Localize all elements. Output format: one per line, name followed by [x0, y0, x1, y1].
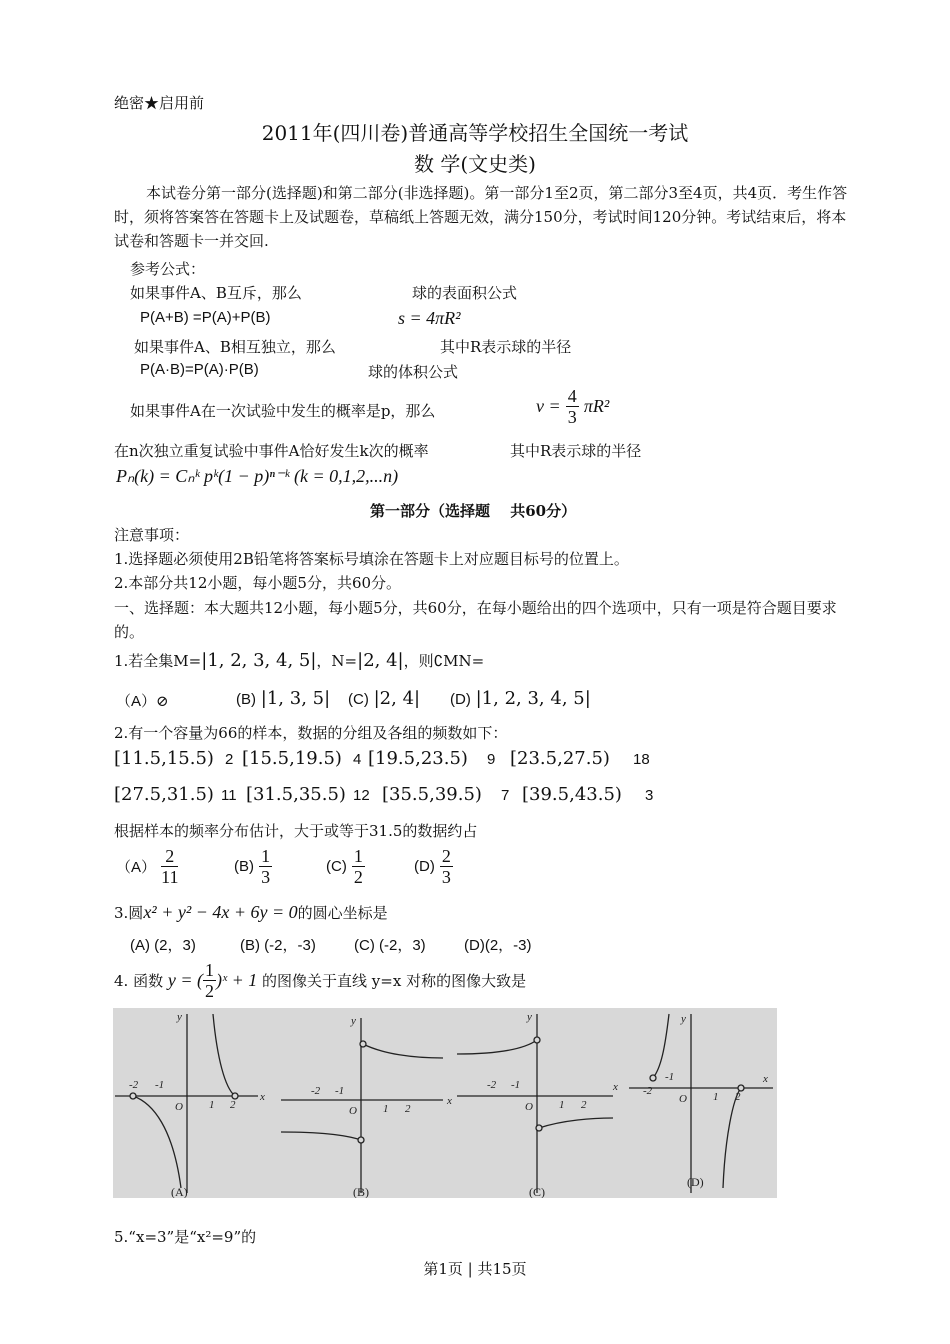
section-1-instructions: 一、选择题：本大题共12小题，每小题5分，共60分，在每小题给出的四个选项中，只有一项是符合题目要求的。 — [114, 599, 837, 641]
graph-c-origin: O — [525, 1101, 533, 1113]
graph-c-x-label: x — [613, 1081, 618, 1093]
graph-a-origin: O — [175, 1101, 183, 1113]
graph-a-x-label: x — [260, 1091, 265, 1103]
graph-a-tick: -1 — [155, 1079, 165, 1091]
q3-option-a: (A) (2，3) — [130, 937, 196, 954]
radius-note: 其中R表示球的半径 — [440, 338, 572, 356]
graph-d-origin: O — [679, 1093, 687, 1105]
intro-paragraph: 本试卷分第一部分(选择题)和第二部分(非选择题)。第一部分1至2页，第二部分3至4页，共4页．考生作答时，须将答案答在答题卡上及试题卷，草稿纸上答题无效，满分150分，考试时间120分钟。考试结束后，将本试卷和答题卡一并交回. — [114, 184, 848, 250]
graph-a-caption: (A) — [171, 1185, 188, 1198]
q2-group-4: [27.5,31.5) 11 — [114, 784, 237, 805]
graph-c-y-label: y — [527, 1011, 532, 1023]
q1-option-b: (B) |1, 3, 5| — [236, 688, 331, 709]
question-2: 2.有一个容量为66的样本，数据的分组及各组的频数如下： — [114, 724, 508, 742]
q3-option-b: (B) (-2，-3) — [240, 937, 316, 954]
graph-d-tick: 2 — [735, 1091, 741, 1103]
q2-group-5: [31.5,35.5) 12 — [246, 784, 370, 805]
q2-option-c: (C) $\frac{1}{2}$ — [326, 846, 363, 887]
q4-graphs-figure — [113, 1008, 777, 1198]
q1-option-d: (D) |1, 2, 3, 4, 5| — [450, 688, 591, 709]
formula-4: Pₙ(k) = Cₙᵏ pᵏ(1 − p)ⁿ⁻ᵏ (k = 0,1,2,...n) — [116, 466, 399, 486]
question-4: 4. 函数 y = ( $\frac{1}{2}$ )ˣ + 1 的图像关于直线 y=x 对称的图像大致是 — [114, 960, 527, 1001]
graph-d-caption: (D) — [687, 1175, 704, 1189]
q1-option-a: （A）⊘ — [116, 692, 169, 710]
graph-d-tick: 1 — [713, 1091, 719, 1103]
q2-option-b: (B) $\frac{1}{3}$ — [234, 846, 271, 887]
graph-d-tick: -1 — [665, 1071, 675, 1083]
graph-b-tick: -2 — [311, 1085, 321, 1097]
note-2: 2.本部分共12小题，每小题5分，共60分。 — [114, 574, 402, 592]
radius-note-2: 其中R表示球的半径 — [510, 442, 642, 460]
note-1: 1.选择题必须使用2B铅笔将答案标号填涂在答题卡上对应题目标号的位置上。 — [114, 550, 629, 568]
q2-group-2: [19.5,23.5) 9 — [368, 748, 496, 769]
question-3: 3.圆x² + y² − 4x + 6y = 0的圆心坐标是 — [114, 902, 388, 922]
graph-a-tick: 2 — [230, 1099, 236, 1111]
question-5: 5.“x=3”是“x²=9”的 — [114, 1228, 257, 1246]
q3-option-d: (D)(2，-3) — [464, 937, 532, 954]
part1-title: 第一部分（选择题 共60分） — [370, 502, 577, 520]
graph-c-tick: -2 — [487, 1079, 497, 1091]
q2-group-7: [39.5,43.5) 3 — [522, 784, 654, 805]
graph-b-tick: 2 — [405, 1103, 411, 1115]
formula-2-text: 如果事件A、B相互独立，那么 — [134, 338, 336, 356]
formula-1-text: 如果事件A、B互斥，那么 — [130, 284, 302, 302]
q2-option-d: (D) $\frac{2}{3}$ — [414, 846, 451, 887]
graph-d — [629, 1014, 773, 1193]
q2-option-a: （A） $\frac{2}{11}$ — [116, 846, 179, 887]
q1-option-c: (C) |2, 4| — [348, 688, 421, 709]
page-footer: 第1页 | 共15页 — [423, 1260, 527, 1278]
exam-title: 2011年(四川卷)普通高等学校招生全国统一考试 — [261, 121, 689, 145]
graph-a-tick: 1 — [209, 1099, 215, 1111]
graph-b-y-label: y — [351, 1015, 356, 1027]
sphere-area-label: 球的表面积公式 — [412, 284, 518, 302]
graph-a-y-label: y — [177, 1011, 182, 1023]
graph-b-origin: O — [349, 1105, 357, 1117]
graph-d-y-label: y — [681, 1013, 686, 1025]
q3-option-c: (C) (-2，3) — [354, 937, 426, 954]
formula-1: P(A+B) =P(A)+P(B) — [140, 309, 271, 326]
formula-2: P(A·B)=P(A)·P(B) — [140, 361, 259, 378]
graph-b-tick: 1 — [383, 1103, 389, 1115]
formula-4-text: 在n次独立重复试验中事件A恰好发生k次的概率 — [114, 442, 429, 460]
q4-fraction: $\frac{1}{2}$ — [205, 960, 215, 1001]
exam-subtitle: 数 学(文史类) — [414, 152, 536, 176]
graph-d-tick: -2 — [643, 1085, 653, 1097]
question-1: 1.若全集M=|1, 2, 3, 4, 5|，N=|2, 4|，则∁MN= — [114, 650, 485, 671]
q2-group-3: [23.5,27.5) 18 — [510, 748, 650, 769]
graph-a — [115, 1014, 258, 1193]
sphere-volume-formula: v = $\frac{4}{3}$ πR² — [536, 386, 610, 427]
graph-c-tick: -1 — [511, 1079, 521, 1091]
q2-estimate: 根据样本的频率分布估计，大于或等于31.5的数据约占 — [114, 822, 478, 840]
formula-3-text: 如果事件A在一次试验中发生的概率是p，那么 — [130, 402, 436, 420]
graph-b-tick: -1 — [335, 1085, 345, 1097]
graph-a-tick: -2 — [129, 1079, 139, 1091]
formulas-label: 参考公式： — [130, 260, 206, 278]
graph-c-caption: (C) — [529, 1185, 545, 1198]
graph-c-tick: 1 — [559, 1099, 565, 1111]
q2-group-0: [11.5,15.5) 2 — [114, 748, 234, 769]
sphere-area-formula: s = 4πR² — [398, 308, 461, 328]
graph-b-x-label: x — [447, 1095, 452, 1107]
graph-b-caption: (B) — [353, 1185, 369, 1198]
sphere-volume-label: 球的体积公式 — [368, 363, 459, 381]
notes-heading: 注意事项： — [114, 526, 190, 544]
graph-d-x-label: x — [763, 1073, 768, 1085]
graph-c — [457, 1014, 613, 1193]
secret-label: 绝密★启用前 — [114, 94, 205, 112]
graph-c-tick: 2 — [581, 1099, 587, 1111]
graph-b — [281, 1018, 443, 1193]
q4-graphs-svg — [113, 1008, 777, 1198]
q2-group-6: [35.5,39.5) 7 — [382, 784, 510, 805]
q2-group-1: [15.5,19.5) 4 — [242, 748, 362, 769]
sphere-volume-fraction: $\frac{4}{3}$ — [567, 386, 577, 427]
